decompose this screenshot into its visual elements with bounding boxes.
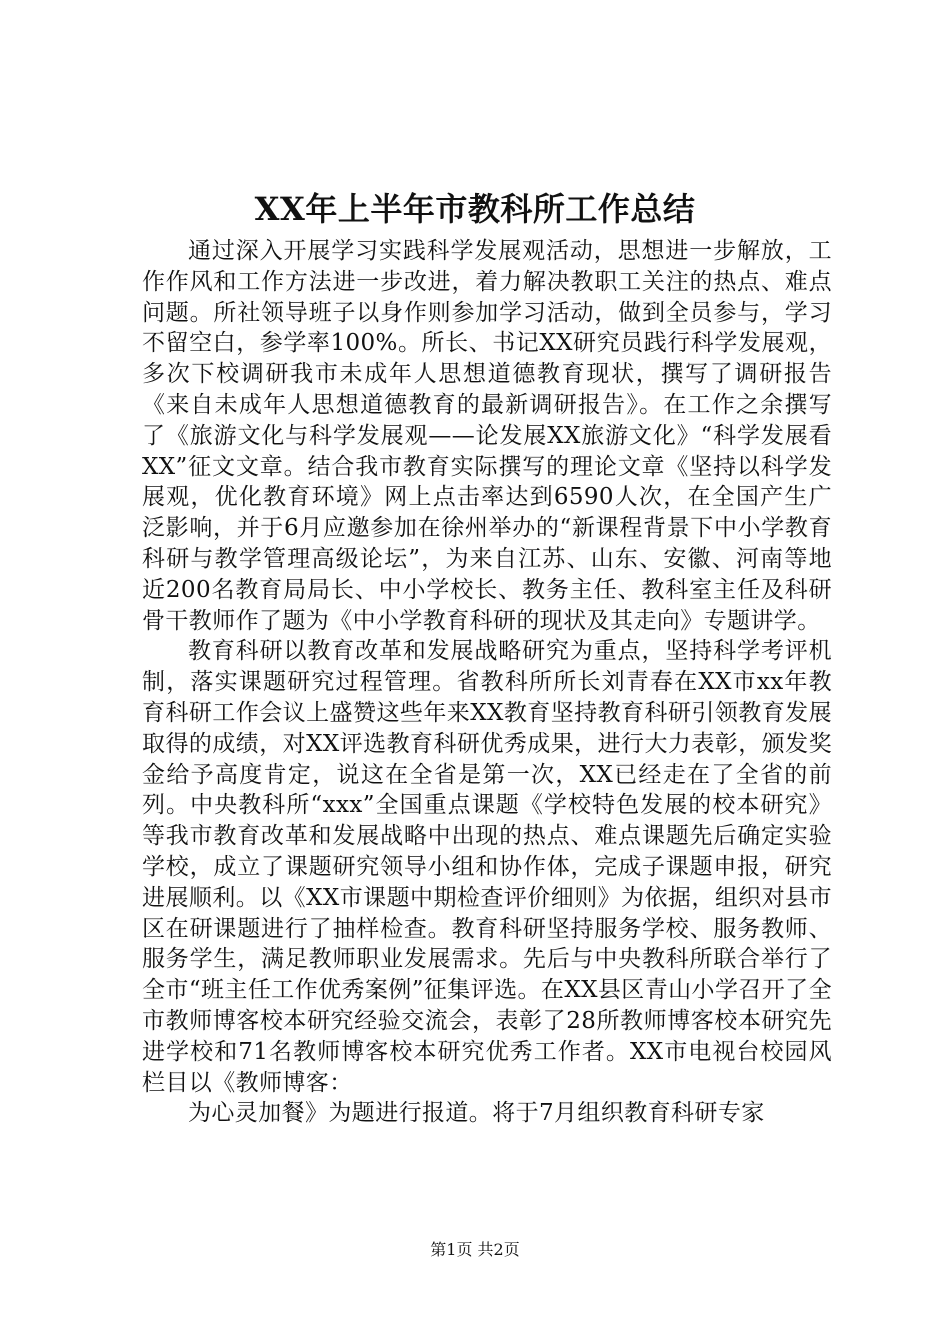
document-title: XX年上半年市教科所工作总结 <box>254 190 696 228</box>
paragraph-2: 教育科研以教育改革和发展战略研究为重点，坚持科学考评机制，落实课题研究过程管理。省教科所所长刘青春在XX市xx年教育科研工作会议上盛赞这些年来XX教育坚持教育科研引领教育发展取得的成绩，对XX评选教育科研优秀成果，进行大力表彰，颁发奖金给予高度肯定，说这在全省是第一次，XX已经走在了全省的前列。中央教科所“xxx”全国重点课题《学校特色发展的校本研究》等我市教育改革和发展战略中出现的热点、难点课题先后确定实验学校，成立了课题研究领导小组和协作体，完成子课题申报，研究进展顺利。以《XX市课题中期检查评价细则》为依据，组织对县市区在研课题进行了抽样检查。教育科研坚持服务学校、服务教师、服务学生，满足教师职业发展需求。先后与中央教科所联合举行了全市“班主任工作优秀案例”征集评选。在XX县区青山小学召开了全市教师博客校本研究经验交流会，表彰了28所教师博客校本研究先进学校和71名教师博客校本研究优秀工作者。XX市电视台校园风栏目以《教师博客： <box>142 638 832 1096</box>
page-footer: 第1页 共2页 <box>430 1240 520 1259</box>
document-body <box>142 236 832 1129</box>
paragraph-1: 通过深入开展学习实践科学发展观活动，思想进一步解放，工作作风和工作方法进一步改进，着力解决教职工关注的热点、难点问题。所社领导班子以身作则参加学习活动，做到全员参与，学习不留空白，参学率100%。所长、书记XX研究员践行科学发展观，多次下校调研我市未成年人思想道德教育现状，撰写了调研报告《来自未成年人思想道德教育的最新调研报告》。在工作之余撰写了《旅游文化与科学发展观——论发展XX旅游文化》“科学发展看XX”征文文章。结合我市教育实际撰写的理论文章《坚持以科学发展观，优化教育环境》网上点击率达到6590人次，在全国产生广泛影响，并于6月应邀参加在徐州举办的“新课程背景下中小学教育科研与教学管理高级论坛”，为来自江苏、山东、安徽、河南等地近200名教育局局长、中小学校长、教务主任、教科室主任及科研骨干教师作了题为《中小学教育科研的现状及其走向》专题讲学。 <box>142 238 832 634</box>
paragraph-3: 为心灵加餐》为题进行报道。将于7月组织教育科研专家 <box>188 1100 765 1127</box>
